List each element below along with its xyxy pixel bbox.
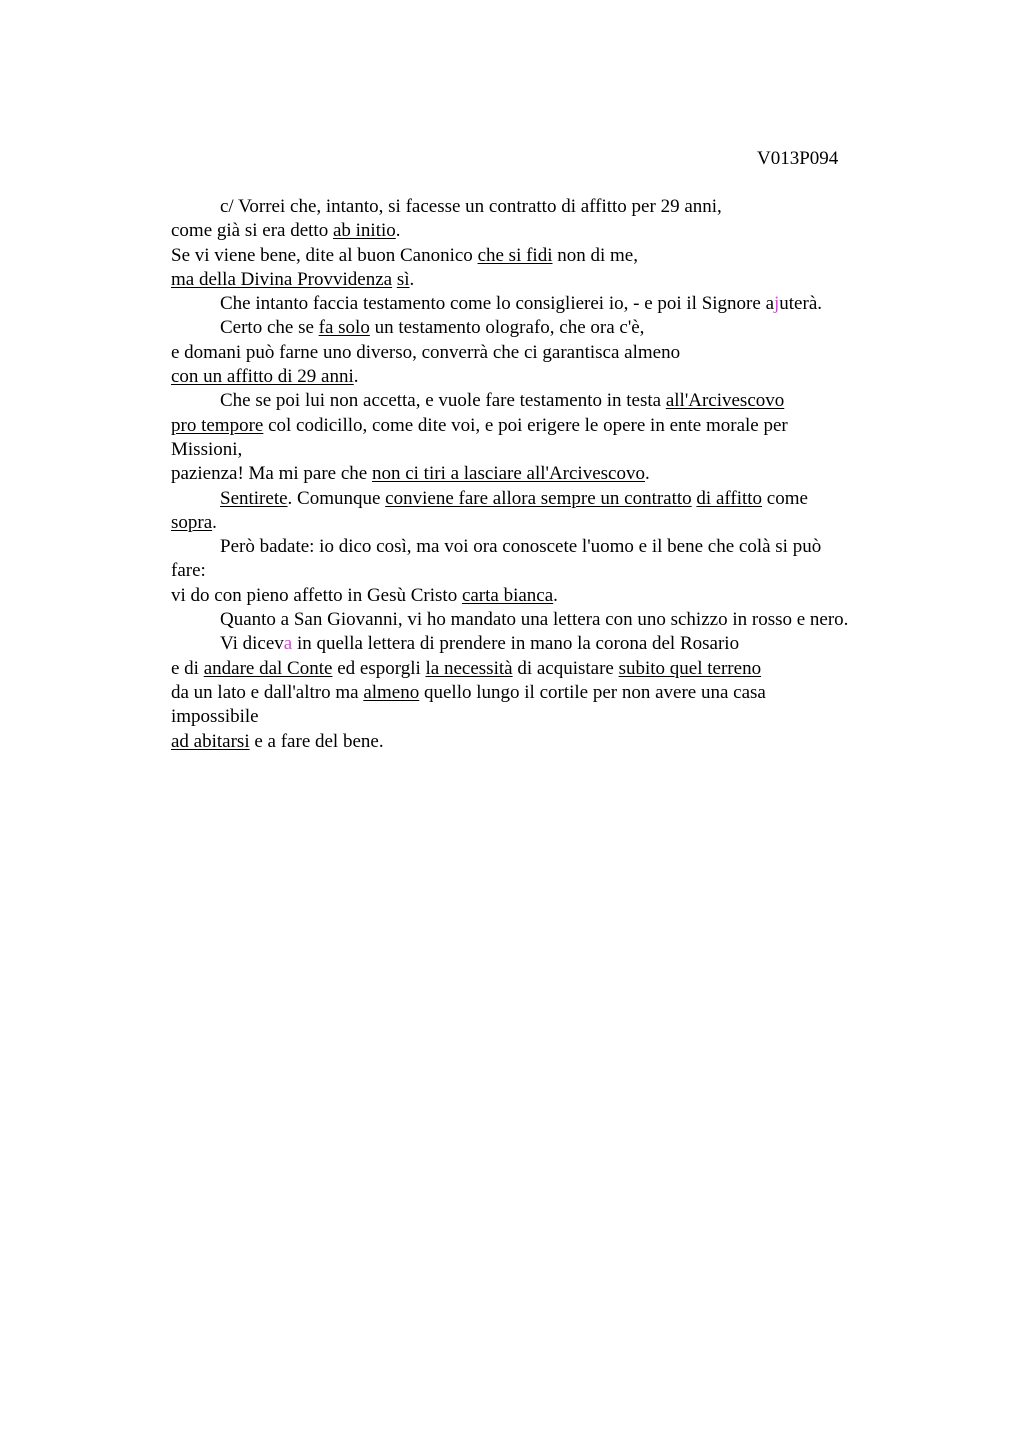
page-identifier: V013P094 [757,148,839,169]
underlined-text: carta bianca [461,584,554,606]
text-segment: Che intanto faccia testamento come lo consiglierei io, - e poi il Signore a [220,293,774,315]
text-line [171,438,911,462]
text-segment: di acquistare [512,657,619,679]
text-line [171,389,911,413]
underlined-text: di affitto [696,487,763,509]
text-segment: e domani può farne uno diverso, converrà che ci garantisca almeno [171,341,681,363]
text-segment: . [409,268,415,290]
underlined-text: che si fidi [477,244,553,266]
underlined-text: con un affitto di 29 anni [171,366,354,388]
text-line [171,316,911,340]
letter-body [171,195,911,754]
text-segment: . [395,220,401,242]
underlined-text: sì [396,268,410,290]
text-line [171,608,911,632]
underlined-text: la necessità [425,657,513,679]
text-segment: Però badate: io dico così, ma voi ora conoscete l'uomo e il bene che colà si può [220,536,822,558]
text-segment: Quanto a San Giovanni, vi ho mandato una lettera con uno schizzo in rosso e nero. [220,609,849,631]
text-segment: Certo che se [220,317,319,339]
text-segment: e a fare del bene. [249,730,384,752]
text-segment: . [553,584,558,606]
text-segment: Se vi viene bene, dite al buon Canonico [171,244,478,266]
text-line [171,705,911,729]
underlined-text: pro tempore [171,414,264,436]
text-line [171,462,911,486]
underlined-text: Sentirete [220,487,288,509]
text-segment: vi do con pieno affetto in Gesù Cristo [171,584,462,606]
text-line [171,244,911,268]
underlined-text: ab initio [332,220,396,242]
text-segment: come [762,487,808,509]
text-segment: da un lato e dall'altro ma [171,681,364,703]
highlighted-letter: j [774,293,780,315]
text-segment: impossibile [171,706,259,728]
text-segment: . [212,511,217,533]
text-line [171,511,911,535]
text-segment: c/ Vorrei che, intanto, si facesse un contratto di affitto per 29 anni, [220,196,722,217]
text-line [171,219,911,243]
text-line [171,584,911,608]
text-segment: in quella lettera di prendere in mano la corona del Rosario [292,633,740,655]
text-line [171,195,911,219]
text-segment: . [353,366,359,388]
text-segment: un testamento olografo, che ora c'è, [369,317,645,339]
text-segment: quello lungo il cortile per non avere una casa [419,681,766,703]
text-segment: ed esporgli [332,657,426,679]
text-line [171,341,911,365]
underlined-text: subito quel terreno [618,657,762,679]
text-line [171,535,911,559]
text-line [171,292,911,316]
text-segment: col codicillo, come dite voi, e poi erigere le opere in ente morale per [263,414,788,436]
text-line [171,559,911,583]
text-segment: Vi dicev [220,633,284,655]
underlined-text: conviene fare allora sempre un contratto [385,487,692,509]
text-segment: Che se poi lui non accetta, e vuole fare testamento in testa [220,390,666,412]
text-line [171,730,911,754]
text-segment: . [644,463,650,485]
underlined-text: almeno [363,681,420,703]
highlighted-letter: a [283,633,293,655]
text-segment: Missioni, [171,438,243,460]
text-segment: pazienza! Ma mi pare che [171,463,372,485]
text-line [171,487,911,511]
underlined-text: ad abitarsi [171,730,250,752]
underlined-text: non ci tiri a lasciare all'Arcivescovo [371,463,645,485]
text-line [171,657,911,681]
text-line [171,365,911,389]
text-segment: e di [171,657,204,679]
text-segment: fare: [171,560,206,582]
text-segment: non di me, [552,244,638,266]
underlined-text: sopra [171,511,213,533]
underlined-text: fa solo [318,317,370,339]
text-segment: . Comunque [287,487,386,509]
text-segment: come già si era detto [171,220,333,242]
text-line [171,681,911,705]
text-line [171,632,911,656]
underlined-text: andare dal Conte [203,657,333,679]
text-line [171,268,911,292]
text-segment: uterà. [779,293,823,315]
underlined-text: all'Arcivescovo [665,390,785,412]
underlined-text: ma della Divina Provvidenza [171,268,393,290]
text-line [171,414,911,438]
